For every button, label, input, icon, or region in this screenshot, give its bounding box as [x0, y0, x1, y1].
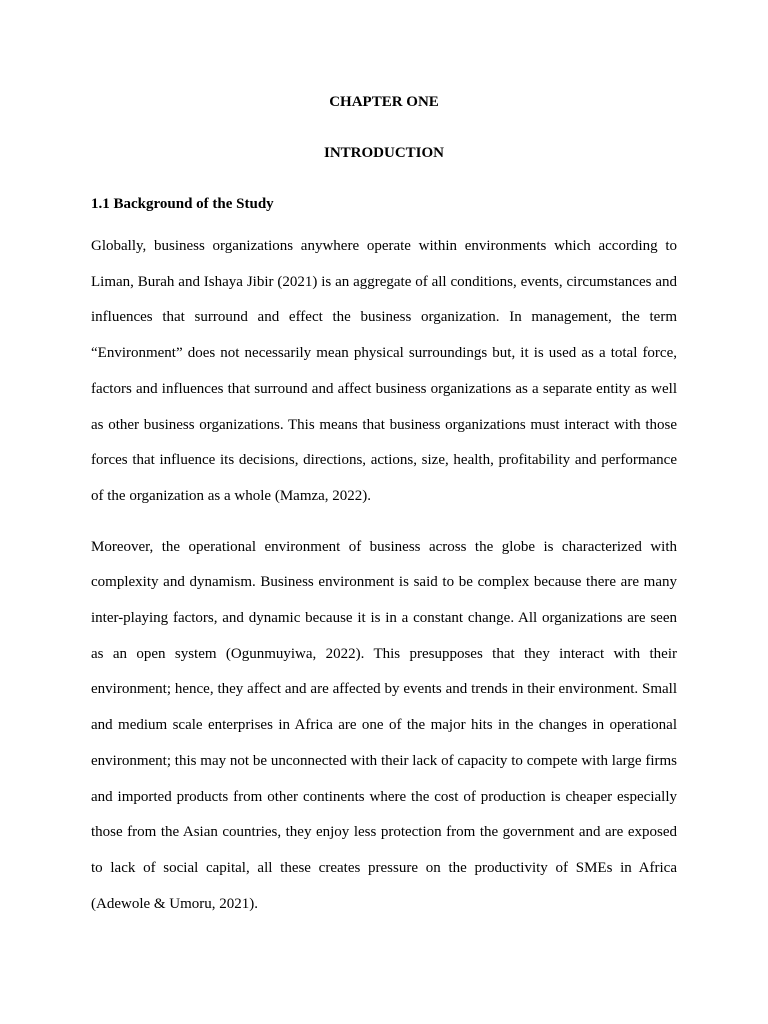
body-paragraph-1: Globally, business organizations anywhere operate within environments which according to Liman, Burah and Ishaya Jibir (2021) is an aggregate of all conditions, events, circumstances and influences that surround and effect the business organization. In management, the term “Environment” does not necessarily mean physical surroundings but, it is used as a total force, factors and influences that surround and affect business organizations as a separate entity as well as other business organizations. This means that business organizations must interact with those forces that influence its decisions, directions, actions, size, health, profitability and performance of the organization as a whole (Mamza, 2022). — [91, 238, 677, 504]
section-heading: INTRODUCTION — [323, 145, 444, 161]
chapter-heading: CHAPTER ONE — [329, 94, 439, 110]
subsection-heading: 1.1 Background of the Study — [91, 196, 274, 212]
body-paragraph-2: Moreover, the operational environment of business across the globe is characterized with complexity and dynamism. Business environment is said to be complex because there are many inter-playing factors, and dynamic because it is in a constant change. All organizations are seen as an open system (Ogunmuyiwa, 2022). This presupposes that they interact with their environment; hence, they affect and are affected by events and trends in their environment. Small and medium scale enterprises in Africa are one of the major hits in the changes in operational environment; this may not be unconnected with their lack of capacity to compete with large firms and imported products from other continents where the cost of production is cheaper especially those from the Asian countries, they enjoy less protection from the government and are exposed to lack of social capital, all these creates pressure on the productivity of SMEs in Africa (Adewole & Umoru, 2021). — [91, 538, 677, 912]
